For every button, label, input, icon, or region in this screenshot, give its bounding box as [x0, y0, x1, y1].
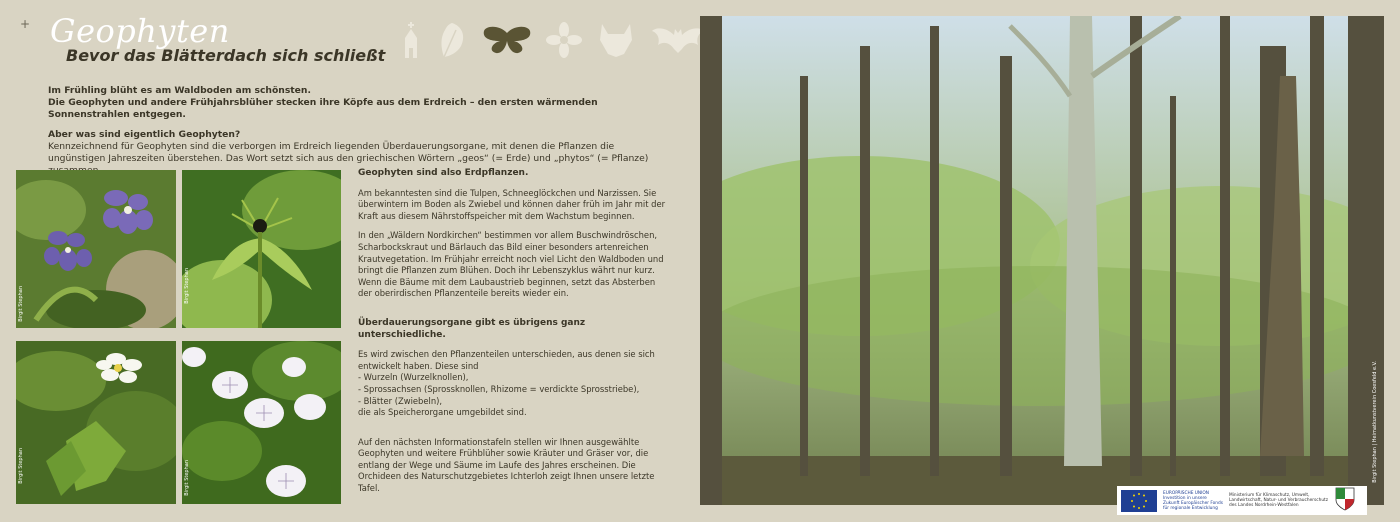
- eu-logo-text: EUROPÄISCHE UNION Investition in unsere Zukunft Europäischer Fonds für regionale Entwicklung: [1163, 490, 1223, 511]
- body-column: [358, 168, 670, 503]
- list-item: - Wurzeln (Wurzelknollen),: [358, 372, 469, 383]
- crop-mark: +: [20, 17, 31, 31]
- herb-paris-photo: [182, 170, 341, 328]
- wood-anemone-photo: [16, 341, 176, 504]
- list-item: - Blätter (Zwiebeln),: [358, 395, 443, 406]
- photo-credit: Birgit Stephan: [184, 460, 190, 496]
- paragraph: die als Speicherorgane umgebildet sind.: [358, 407, 527, 418]
- wood-sorrel-photo: [182, 341, 341, 504]
- topic-icon-bar: [400, 20, 706, 64]
- butterfly-icon: [482, 25, 532, 59]
- intro-line-1: Im Frühling blüht es am Waldboden am schönsten.: [48, 85, 311, 96]
- section-heading: Überdauerungsorgane gibt es übrigens ganz unterschiedliche.: [358, 317, 586, 340]
- photo-credit: Birgit Stephan | Heimatkunstverein Coesfeld e.V.: [1372, 361, 1378, 483]
- eu-flag-icon: [1121, 490, 1157, 512]
- list-block: [358, 349, 670, 419]
- paragraph: In den „Wäldern Nordkirchen“ bestimmen vor allem Buschwindröschen, Scharbockskraut und Bärlauch das Bild einer besonders artenreichen Krautvegetation. Im Frühjahr erreicht noch viel Licht den Waldboden und bringt die Pflanzen zum Blühen. Doch ihr Lebenszyklus währt nur kurz. Wenn die Bäume mit dem Laubaustrieb beginnen, setzt das Absterben der oberirdischen Pflanzenteile bereits wieder ein.: [358, 230, 664, 299]
- page-title: Geophyten: [50, 12, 230, 50]
- intro-question: Aber was sind eigentlich Geophyten?: [48, 129, 241, 140]
- intro-line-2: Die Geophyten und andere Frühjahrsblüher stecken ihre Köpfe aus dem Erdreich – den ersten wärmenden Sonnenstrahlen entgegen.: [48, 97, 598, 120]
- page-subtitle: Bevor das Blätterdach sich schließt: [66, 46, 386, 65]
- photo-credit: Birgit Stephan: [184, 268, 190, 304]
- paragraph: Auf den nächsten Informationstafeln stellen wir Ihnen ausgewählte Geophyten und weitere Frühblüher sowie Kräuter und Gräser vor, die entlang der Wege und Säume im Laufe des Jahres erscheinen. Die Orchideen des Naturschutzgebietes Ichterloh zeigt Ihnen unsere letzte Tafel.: [358, 436, 655, 494]
- photo-credit: Birgit Stephan: [18, 286, 24, 322]
- violet-photo: [16, 170, 176, 328]
- bat-icon: [650, 25, 706, 59]
- forest-photo: [700, 16, 1384, 505]
- ministry-logo-text: Ministerium für Klimaschutz, Umwelt, Landwirtschaft, Natur- und Verbraucherschutz des Landes Nordrhein-Westfalen: [1229, 493, 1329, 508]
- sponsor-logos: [1117, 486, 1367, 515]
- paragraph: Es wird zwischen den Pflanzenteilen unterschieden, aus denen sie sich entwickelt haben. Diese sind: [358, 349, 655, 371]
- flower-icon: [546, 22, 582, 62]
- section-heading: Geophyten sind also Erdpflanzen.: [358, 168, 529, 178]
- intro-answer: Kennzeichnend für Geophyten sind die verborgen im Erdreich liegenden Überdauerungsorgane, mit denen die Pflanzen die ungünstigen Jahreszeiten überstehen. Das Wort setzt sich aus den griechischen Wörtern „geos“ (= Erde) und „phytos“ (= Pflanze): [48, 141, 649, 164]
- chapel-icon: [400, 20, 422, 64]
- photo-credit: Birgit Stephan: [18, 448, 24, 484]
- paragraph: Am bekanntesten sind die Tulpen, Schneeglöckchen und Narzissen. Sie überwintern im Boden als Zwiebel und können daher früh im Jahr mit der Kraft aus diesem Nährstoffspeicher mit dem Wachstum beginnen.: [358, 187, 666, 221]
- nrw-crest-icon: [1335, 487, 1355, 515]
- list-item: - Sprossachsen (Sprossknollen, Rhizome = verdickte Sprosstriebe),: [358, 383, 640, 394]
- leaf-icon: [436, 20, 468, 64]
- fox-icon: [596, 22, 636, 62]
